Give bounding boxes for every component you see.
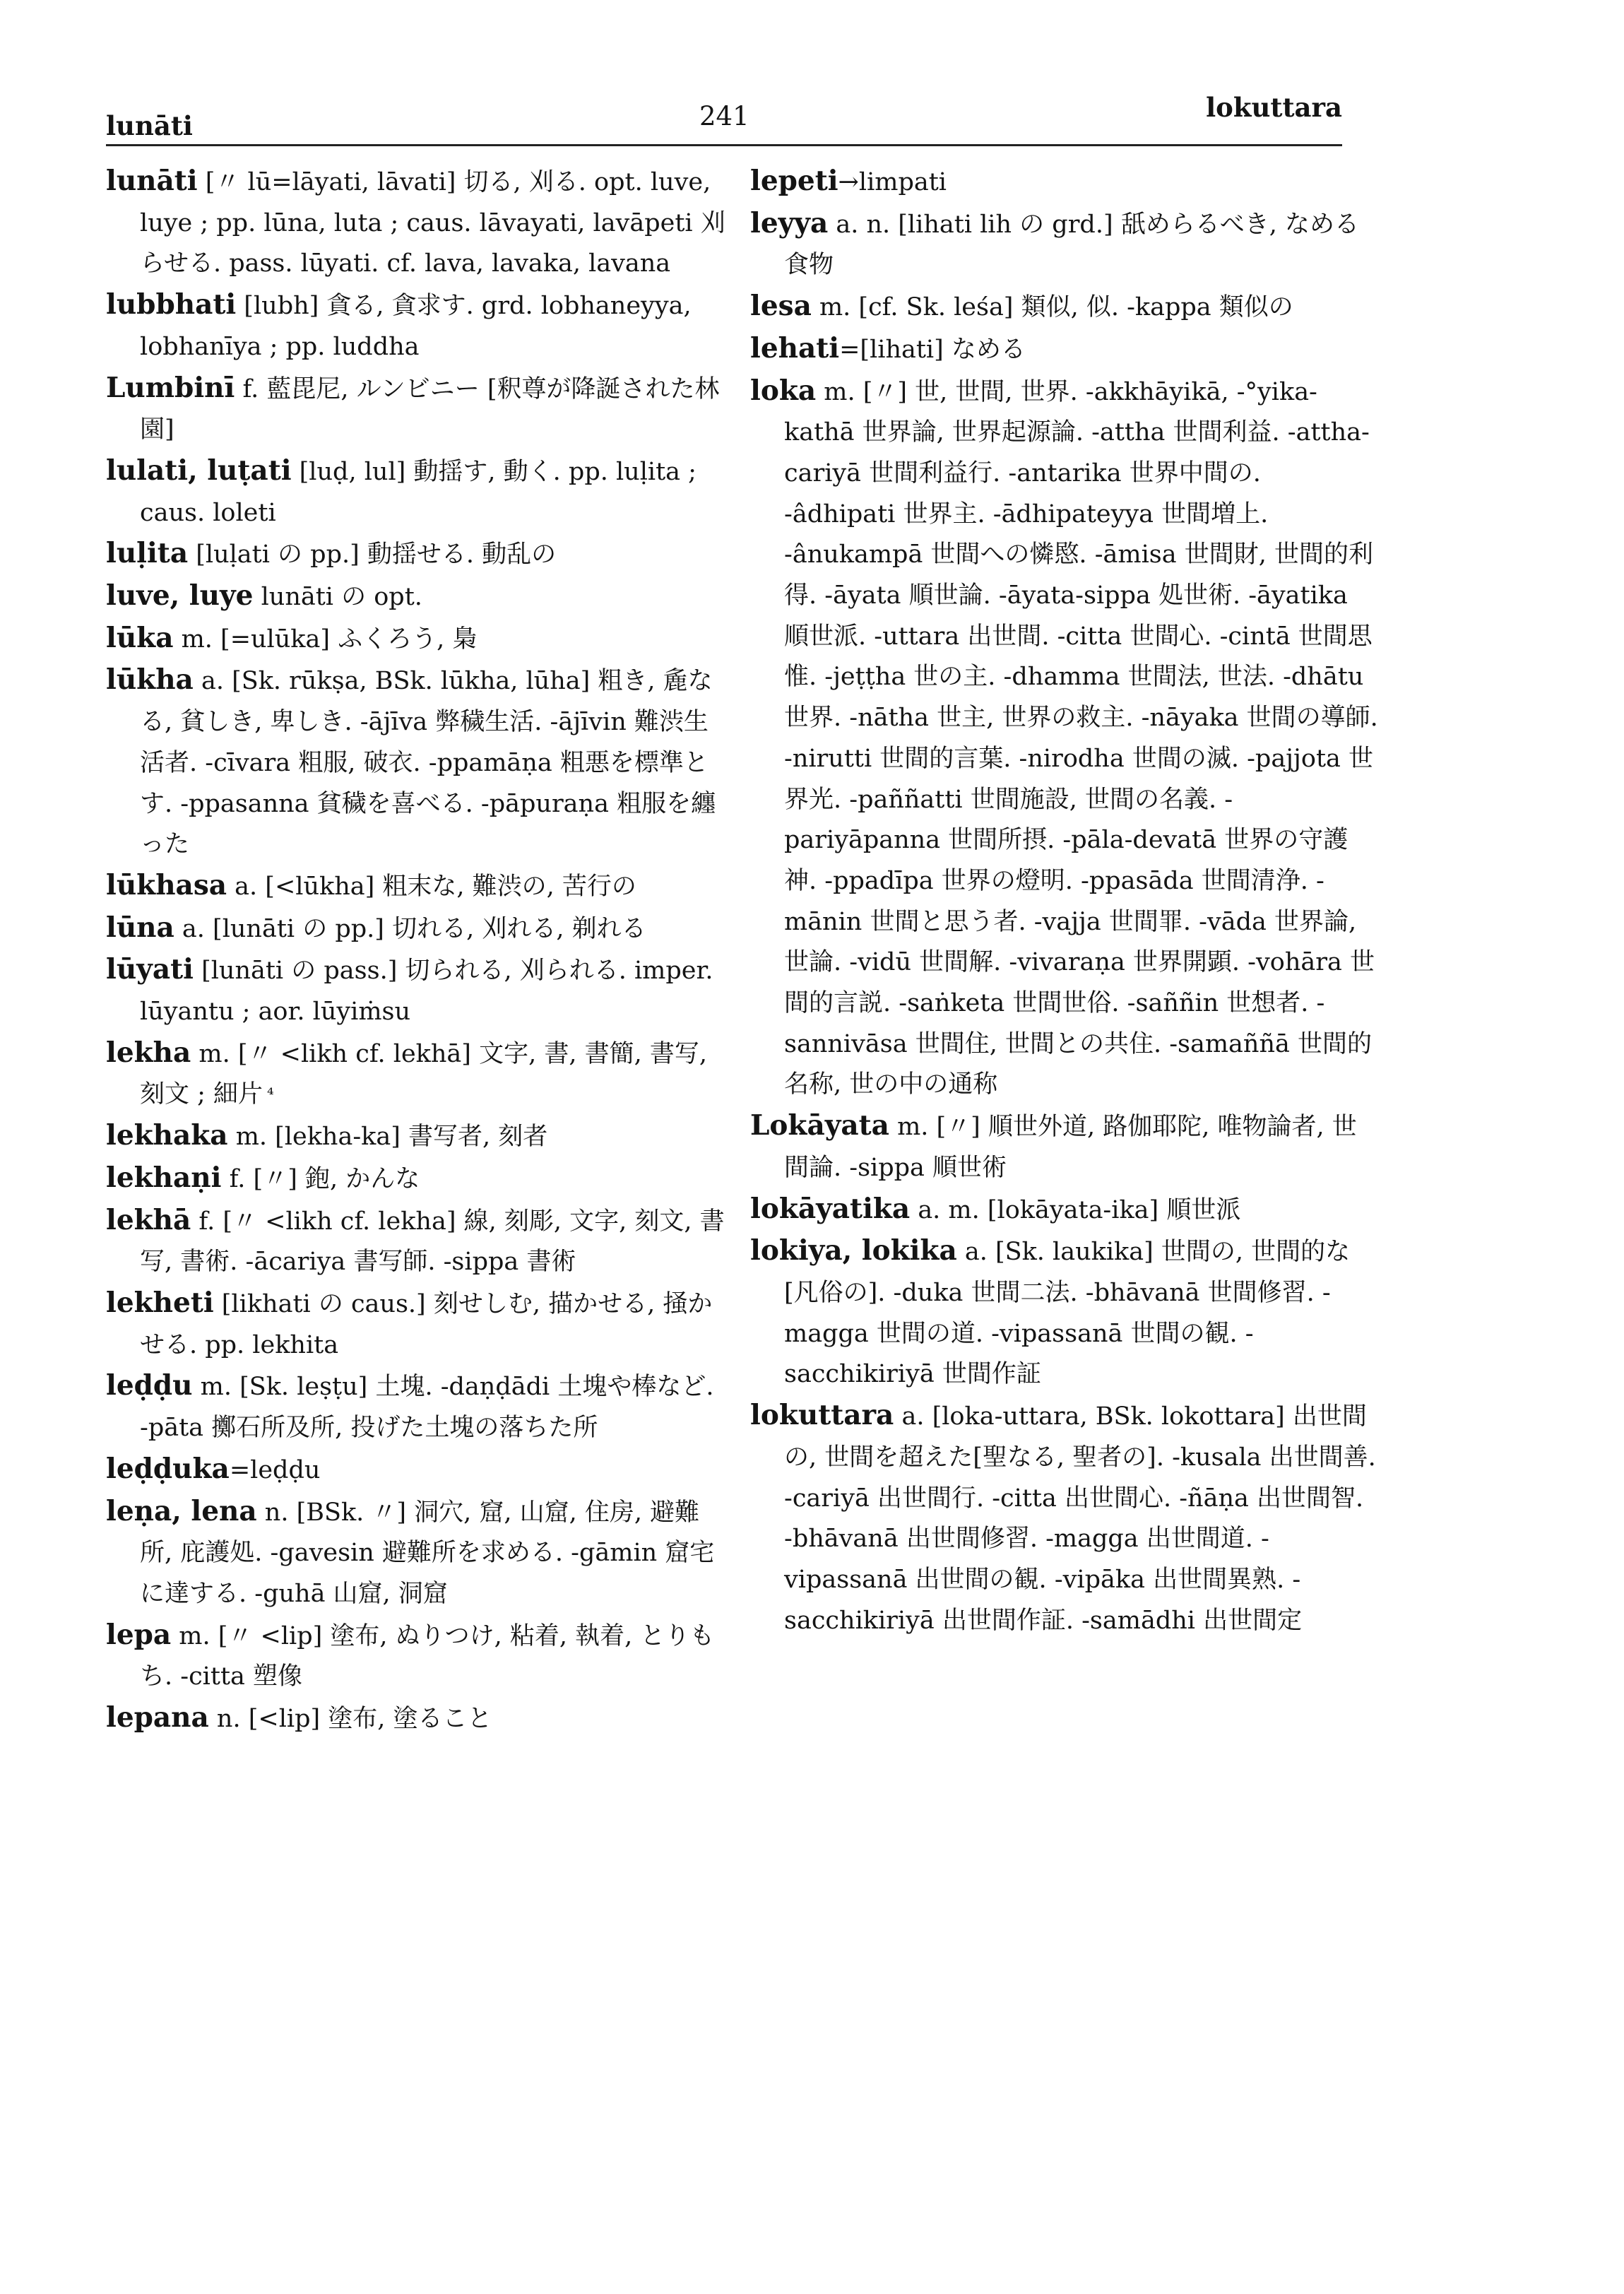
entry-headword: lekhaṇi — [106, 1161, 222, 1194]
entry-headword: lubbhati — [106, 288, 237, 321]
entry-definition: [〃 lū=lāyati, lāvati] 切る, 刈る. opt. luve, luye ; pp. lūna, luta ; caus. lāvayati, lavāpeti 刈らせる. pass. lūyati. cf. lava, lavaka, lavana — [140, 168, 725, 278]
dictionary-entry — [750, 203, 1379, 286]
entry-headword: lūyati — [106, 953, 194, 986]
dictionary-entry — [106, 1200, 728, 1283]
entry-definition: =leḍḍu — [229, 1455, 321, 1484]
entry-headword: lehati — [750, 331, 840, 365]
dictionary-entry — [106, 1491, 728, 1615]
entry-definition: a. [<lūkha] 粗末な, 難渋の, 苦行の — [227, 872, 636, 901]
header-rule — [106, 144, 1342, 146]
entry-headword: luḷita — [106, 537, 189, 570]
entry-definition: a. [lunāti の pp.] 切れる, 刈れる, 剃れる — [174, 914, 646, 943]
dictionary-entry — [106, 1158, 728, 1200]
dictionary-entry — [106, 161, 728, 285]
entry-headword: leḍḍu — [106, 1369, 193, 1402]
entry-headword: Lumbinī — [106, 371, 235, 404]
right-guide-word: lokuttara — [1206, 92, 1342, 123]
entry-definition: m. [〃] 順世外道, 路伽耶陀, 唯物論者, 世間論. -sippa 順世術 — [784, 1113, 1357, 1182]
dictionary-entry — [750, 1395, 1379, 1641]
entry-definition: n. [BSk. 〃] 洞穴, 窟, 山窟, 住房, 避難所, 庇護処. -gavesin 避難所を求める. -gāmin 窟宅に達する. -guhā 山窟, 洞窟 — [140, 1498, 715, 1608]
page-header — [106, 90, 1342, 147]
entry-definition: →limpati — [838, 168, 947, 196]
entry-headword: lepeti — [750, 165, 838, 197]
entry-headword: lulati, luṭati — [106, 454, 292, 487]
entry-headword: leṇa, lena — [106, 1494, 257, 1527]
entry-definition: m. [〃 <likh cf. lekhā] 文字, 書, 書簡, 書写, 刻文 ; 細片 — [140, 1039, 707, 1109]
entry-headword: lūkha — [106, 663, 194, 697]
dictionary-entry — [106, 1116, 728, 1158]
dictionary-entry — [106, 533, 728, 576]
entry-definition: m. [〃] 世, 世間, 世界. -akkhāyikā, -°yika-kathā 世界論, 世界起源論. -attha 世間利益. -attha-cariyā 世間利益行. -antarika 世界中間の. -âdhipati 世界主. -ādhipateyya 世間増上. -ânukampā 世間への憐愍. -āmisa 世間財, 世間的利得. -āyata 順世論. -āyata-sippa 処世術. -āyatika 順世派. -uttara 出世間. -citta 世間心. -cintā 世間思惟. -jeṭṭha 世の主. -dhamma 世間法, 世法. -dhātu 世界. -nātha 世主, 世界の救主. -nāyaka 世間の導師. -nirutti 世間的言葉. -nirodha 世間の滅. -pajjota 世界光. -paññatti 世間施設, 世間の名義. -pariyāpanna 世間所摂. -pāla-devatā 世界の守護神. -ppadīpa 世界の燈明. -ppasāda 世間清浄. -mānin 世間と思う者. -vajja 世間罪. -vāda 世界論, 世論. -vidū 世間解. -vivaraṇa 世界開顕. -vohāra 世間的言説. -saṅketa 世間世俗. -saññin 世想者. -sannivāsa 世間住, 世間との共住. -samaññā 世間的名称, 世の中の通称 — [784, 377, 1378, 1099]
entry-headword: lunāti — [106, 165, 198, 197]
entry-definition: m. [Sk. leṣṭu] 土塊. -daṇḍādi 土塊や棒など. -pāta 擲石所及所, 投げた土塊の落ちた所 — [140, 1373, 714, 1443]
dictionary-entry — [750, 329, 1379, 371]
entry-headword: lekhaka — [106, 1119, 228, 1152]
entry-definition: [lunāti の pass.] 切られる, 刈られる. imper. lūyantu ; aor. lūyiṁsu — [140, 957, 713, 1027]
dictionary-entry — [750, 286, 1379, 329]
dictionary-entry — [106, 660, 728, 865]
entry-definition: =[lihati] なめる — [839, 335, 1026, 364]
dictionary-entry — [106, 1698, 728, 1740]
entry-headword: leḍḍuka — [106, 1452, 230, 1485]
entry-definition: f. 藍毘尼, ルンビニー [釈尊が降誕された林園] — [140, 374, 720, 444]
dictionary-entry — [106, 1449, 728, 1491]
right-column — [750, 161, 1379, 1641]
entry-headword: leyya — [750, 206, 829, 240]
entry-definition: a. [loka-uttara, BSk. lokottara] 出世間の, 世間を超えた[聖なる, 聖者の]. -kusala 出世間善. -cariyā 出世間行. -citta 出世間心. -ñāṇa 出世間智. -bhāvanā 出世間修習. -magga 出世間道. -vipassanā 出世間の観. -vipāka 出世間異熟. -sacchikiriyā 出世間作証. -samādhi 出世間定 — [784, 1402, 1376, 1635]
entry-headword: lokuttara — [750, 1399, 894, 1432]
entry-headword: lepana — [106, 1701, 209, 1734]
entry-headword: lekheti — [106, 1286, 214, 1319]
entry-headword: lokiya, lokika — [750, 1234, 957, 1267]
dictionary-entry — [106, 1033, 728, 1116]
entry-definition: m. [lekha-ka] 書写者, 刻者 — [227, 1123, 548, 1152]
entry-headword: lepa — [106, 1618, 172, 1651]
dictionary-entry — [106, 368, 728, 451]
dictionary-entry — [106, 865, 728, 908]
entry-definition: f. [〃] 鉋, かんな — [221, 1164, 420, 1193]
dictionary-entry — [750, 1189, 1379, 1231]
dictionary-entry — [750, 1231, 1379, 1395]
left-guide-word: lunāti — [106, 110, 193, 141]
dictionary-entry — [106, 1615, 728, 1698]
entry-definition: m. [cf. Sk. leśa] 類似, 似. -kappa 類似の — [811, 293, 1293, 322]
dictionary-entry — [106, 1283, 728, 1366]
entry-definition: a. [Sk. rūkṣa, BSk. lūkha, lūha] 粗き, 麁なる, 貧しき, 卑しき. -ājīva 弊穢生活. -ājīvin 難渋生活者. -cīvara 粗服, 破衣. -ppamāṇa 粗悪を標準とす. -ppasanna 貧穢を喜べる. -pāpuraṇa 粗服を纏った — [140, 667, 716, 859]
entry-definition: [luḷati の pp.] 動揺せる. 動乱の — [188, 540, 557, 569]
stray-mark: ⁴ — [267, 1084, 274, 1105]
entry-headword: lekha — [106, 1036, 191, 1069]
dictionary-entry — [750, 161, 1379, 203]
entry-definition: [lubh] 貪る, 貪求す. grd. lobhaneyya, lobhanīya ; pp. luddha — [140, 292, 692, 361]
entry-definition: f. [〃 <likh cf. lekha] 線, 刻彫, 文字, 刻文, 書写, 書術. -ācariya 書写師. -sippa 書術 — [140, 1207, 725, 1277]
dictionary-entry — [750, 1106, 1379, 1188]
dictionary-entry — [750, 371, 1379, 1106]
dictionary-entry — [106, 618, 728, 661]
dictionary-entry — [106, 908, 728, 950]
dictionary-entry — [106, 576, 728, 618]
page-number: 241 — [699, 101, 749, 131]
entry-definition: [luḍ, lul] 動揺す, 動く. pp. luḷita ; caus. loleti — [140, 457, 697, 527]
entry-headword: Lokāyata — [750, 1109, 889, 1142]
dictionary-entry — [106, 285, 728, 367]
entry-headword: loka — [750, 374, 817, 407]
entry-definition: n. [<lip] 塗布, 塗ること — [208, 1705, 492, 1734]
entry-headword: lūkhasa — [106, 868, 227, 901]
entry-headword: lekhā — [106, 1203, 191, 1236]
dictionary-entry — [106, 451, 728, 533]
entry-definition: a. [Sk. laukika] 世間の, 世間的な[凡俗の]. -duka 世間二法. -bhāvanā 世間修習. -magga 世間の道. -vipassanā 世間の観. -sacchikiriyā 世間作証 — [784, 1238, 1351, 1389]
entry-definition: [likhati の caus.] 刻せしむ, 描かせる, 掻かせる. pp. lekhita — [140, 1289, 713, 1359]
entry-headword: lokāyatika — [750, 1192, 911, 1225]
dictionary-entry — [106, 950, 728, 1032]
entry-definition: m. [=ulūka] ふくろう, 梟 — [173, 625, 478, 654]
dictionary-entry — [106, 1366, 728, 1448]
entry-definition: a. n. [lihati lih の grd.] 舐めらるべき, なめる食物 — [784, 210, 1359, 280]
entry-definition: m. [〃 <lip] 塗布, ぬりつけ, 粘着, 執着, とりもち. -citta 塑像 — [140, 1621, 715, 1691]
entry-headword: luve, luye — [106, 579, 254, 613]
entry-headword: lūka — [106, 621, 174, 654]
left-column — [106, 161, 728, 1740]
entry-headword: lesa — [750, 290, 812, 323]
entry-definition: lunāti の opt. — [253, 583, 422, 612]
entry-headword: lūna — [106, 911, 174, 944]
entry-definition: a. m. [lokāyata-ika] 順世派 — [910, 1195, 1241, 1224]
